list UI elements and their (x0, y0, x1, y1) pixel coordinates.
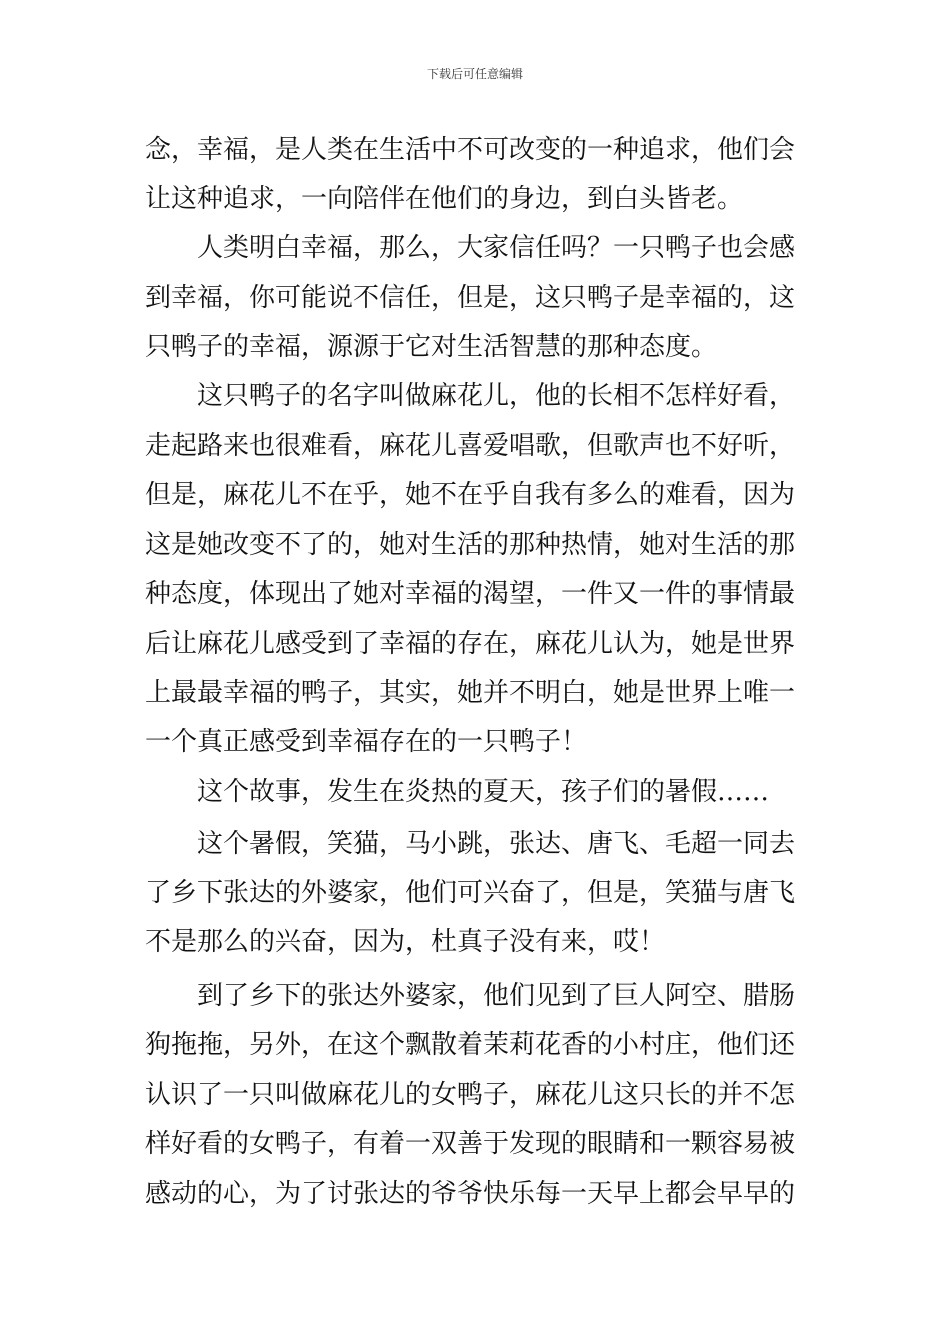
text-line: 让这种追求，一向陪伴在他们的身边，到白头皆老。 (145, 184, 744, 214)
paragraph-start-line: 这个暑假，笑猫，马小跳，张达、唐飞、毛超一同去 (197, 829, 796, 859)
text-line: 认识了一只叫做麻花儿的女鸭子，麻花儿这只长的并不怎 (145, 1080, 796, 1110)
paragraph-start-line: 这个故事，发生在炎热的夏天，孩子们的暑假…… (197, 777, 770, 807)
text-line: 念，幸福，是人类在生活中不可改变的一种追求，他们会 (145, 135, 796, 165)
text-line: 样好看的女鸭子，有着一双善于发现的眼睛和一颗容易被 (145, 1129, 796, 1159)
text-line: 只鸭子的幸福，源源于它对生活智慧的那种态度。 (145, 332, 718, 362)
text-line: 但是，麻花儿不在乎，她不在乎自我有多么的难看，因为 (145, 480, 796, 510)
paragraph-start-line: 到了乡下的张达外婆家，他们见到了巨人阿空、腊肠 (197, 981, 796, 1011)
text-line: 感动的心，为了讨张达的爷爷快乐每一天早上都会早早的 (145, 1179, 796, 1209)
text-line: 上最最幸福的鸭子，其实，她并不明白，她是世界上唯一 (145, 678, 796, 708)
text-line: 狗拖拖，另外，在这个飘散着茉莉花香的小村庄，他们还 (145, 1030, 796, 1060)
page-header-note: 下载后可任意编辑 (426, 67, 523, 81)
text-line: 这是她改变不了的，她对生活的那种热情，她对生活的那 (145, 530, 796, 560)
text-line: 不是那么的兴奋，因为，杜真子没有来，哎！ (145, 927, 666, 957)
text-line: 走起路来也很难看，麻花儿喜爱唱歌，但歌声也不好听， (145, 431, 796, 461)
text-line: 一个真正感受到幸福存在的一只鸭子！ (145, 727, 588, 757)
text-line: 到幸福，你可能说不信任，但是，这只鸭子是幸福的，这 (145, 283, 796, 313)
paragraph-start-line: 人类明白幸福，那么，大家信任吗？一只鸭子也会感 (197, 233, 796, 263)
text-line: 后让麻花儿感受到了幸福的存在，麻花儿认为，她是世界 (145, 629, 796, 659)
text-line: 了乡下张达的外婆家，他们可兴奋了，但是，笑猫与唐飞 (145, 878, 796, 908)
paragraph-start-line: 这只鸭子的名字叫做麻花儿，他的长相不怎样好看， (197, 381, 796, 411)
text-line: 种态度，体现出了她对幸福的渴望，一件又一件的事情最 (145, 579, 796, 609)
